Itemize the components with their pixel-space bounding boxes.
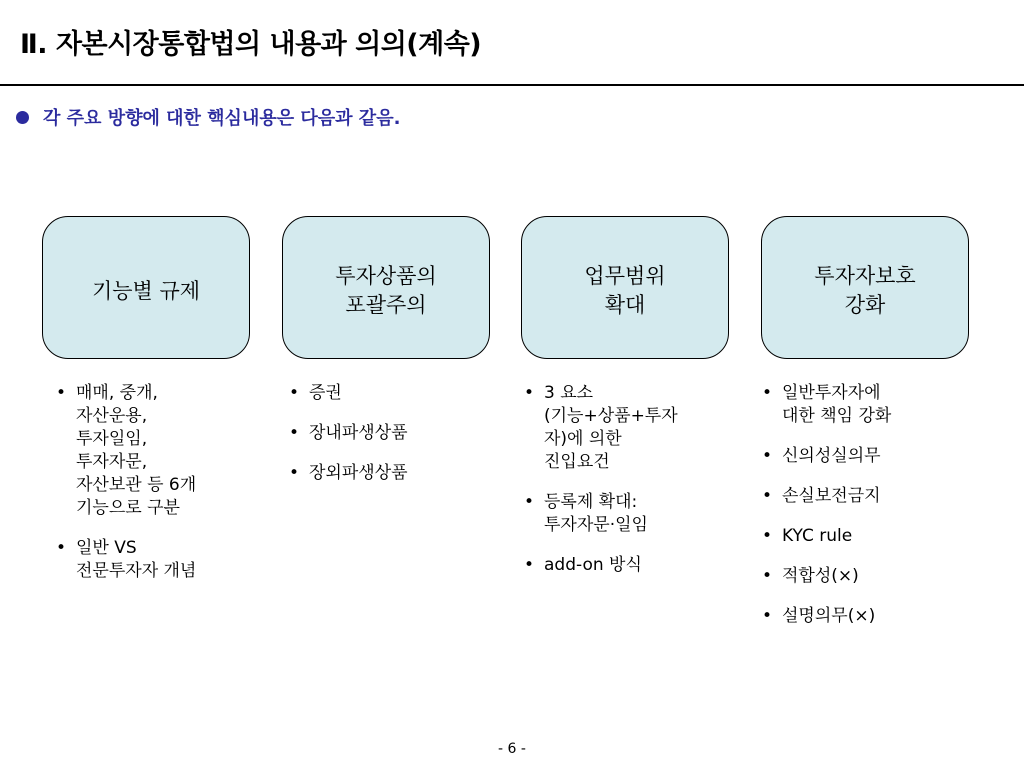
list-line: KYC rule <box>782 526 853 546</box>
list-line: 매매, 중개, <box>76 383 158 403</box>
category-box-business-scope <box>521 216 729 359</box>
list-line: 장외파생상품 <box>309 463 408 483</box>
list-item <box>762 485 891 508</box>
list-line: 3 요소 <box>544 383 594 403</box>
list-line: 신의성실의무 <box>782 446 881 466</box>
bullet-icon: • <box>524 492 535 512</box>
list-line: 자)에 의한 <box>544 429 622 449</box>
list-line: add-on 방식 <box>544 555 642 575</box>
box-label: 업무범위 <box>584 264 666 288</box>
list-line: 자산운용, <box>76 406 148 426</box>
list-line: 기능으로 구분 <box>76 498 180 518</box>
box-label: 강화 <box>844 293 886 317</box>
intro-line <box>16 104 400 130</box>
category-box-functional-regulation <box>42 216 250 359</box>
bullet-icon: • <box>762 606 773 626</box>
list-line: 증권 <box>309 383 342 403</box>
list-line: 적합성(×) <box>782 566 859 586</box>
list-line: 투자자문, <box>76 452 148 472</box>
title-rule <box>0 84 1024 86</box>
box-label: 확대 <box>604 293 646 317</box>
detail-list-functional-regulation <box>56 382 196 600</box>
bullet-icon: • <box>524 555 535 575</box>
category-box-investor-protection <box>761 216 969 359</box>
detail-list-product-comprehensiveness <box>289 382 408 502</box>
bullet-icon: • <box>762 486 773 506</box>
bullet-icon: • <box>289 423 300 443</box>
list-line: 투자자문·일임 <box>544 515 648 535</box>
bullet-icon: • <box>762 383 773 403</box>
list-line: 투자일임, <box>76 429 148 449</box>
bullet-icon: • <box>762 526 773 546</box>
list-line: 일반투자자에 <box>782 383 881 403</box>
bullet-icon: • <box>56 538 67 558</box>
box-label: 포괄주의 <box>345 293 427 317</box>
list-item <box>762 445 891 468</box>
bullet-icon: • <box>56 383 67 403</box>
list-item <box>762 605 891 628</box>
list-line: 등록제 확대: <box>544 492 638 512</box>
category-box-product-comprehensiveness <box>282 216 490 359</box>
list-item <box>56 537 196 583</box>
bullet-icon: • <box>289 383 300 403</box>
bullet-icon: • <box>762 566 773 586</box>
list-line: 장내파생상품 <box>309 423 408 443</box>
list-item <box>762 525 891 548</box>
list-item <box>524 491 678 537</box>
list-line: 일반 VS <box>76 538 137 558</box>
list-line: 손실보전금지 <box>782 486 881 506</box>
list-item <box>524 382 678 474</box>
list-line: 자산보관 등 6개 <box>76 475 197 495</box>
list-line: (기능+상품+투자 <box>544 406 678 426</box>
list-line: 진입요건 <box>544 452 610 472</box>
detail-list-investor-protection <box>762 382 891 645</box>
list-item <box>524 554 678 577</box>
list-item <box>762 565 891 588</box>
bullet-icon: • <box>762 446 773 466</box>
intro-text: 각 주요 방향에 대한 핵심내용은 다음과 같음. <box>43 108 401 129</box>
bullet-dot-icon <box>16 111 29 124</box>
list-line: 설명의무(×) <box>782 606 876 626</box>
page-number: - 6 - <box>498 741 526 757</box>
list-item <box>289 422 408 445</box>
box-label: 투자상품의 <box>335 264 437 288</box>
box-label: 기능별 규제 <box>91 279 201 303</box>
list-line: 대한 책임 강화 <box>782 406 892 426</box>
list-line: 전문투자자 개념 <box>76 561 197 581</box>
list-item <box>762 382 891 428</box>
slide-title: Ⅱ. 자본시장통합법의 내용과 의의(계속) <box>20 29 482 60</box>
bullet-icon: • <box>524 383 535 403</box>
list-item <box>56 382 196 520</box>
bullet-icon: • <box>289 463 300 483</box>
list-item <box>289 382 408 405</box>
box-label: 투자자보호 <box>814 264 916 288</box>
detail-list-business-scope <box>524 382 678 594</box>
list-item <box>289 462 408 485</box>
